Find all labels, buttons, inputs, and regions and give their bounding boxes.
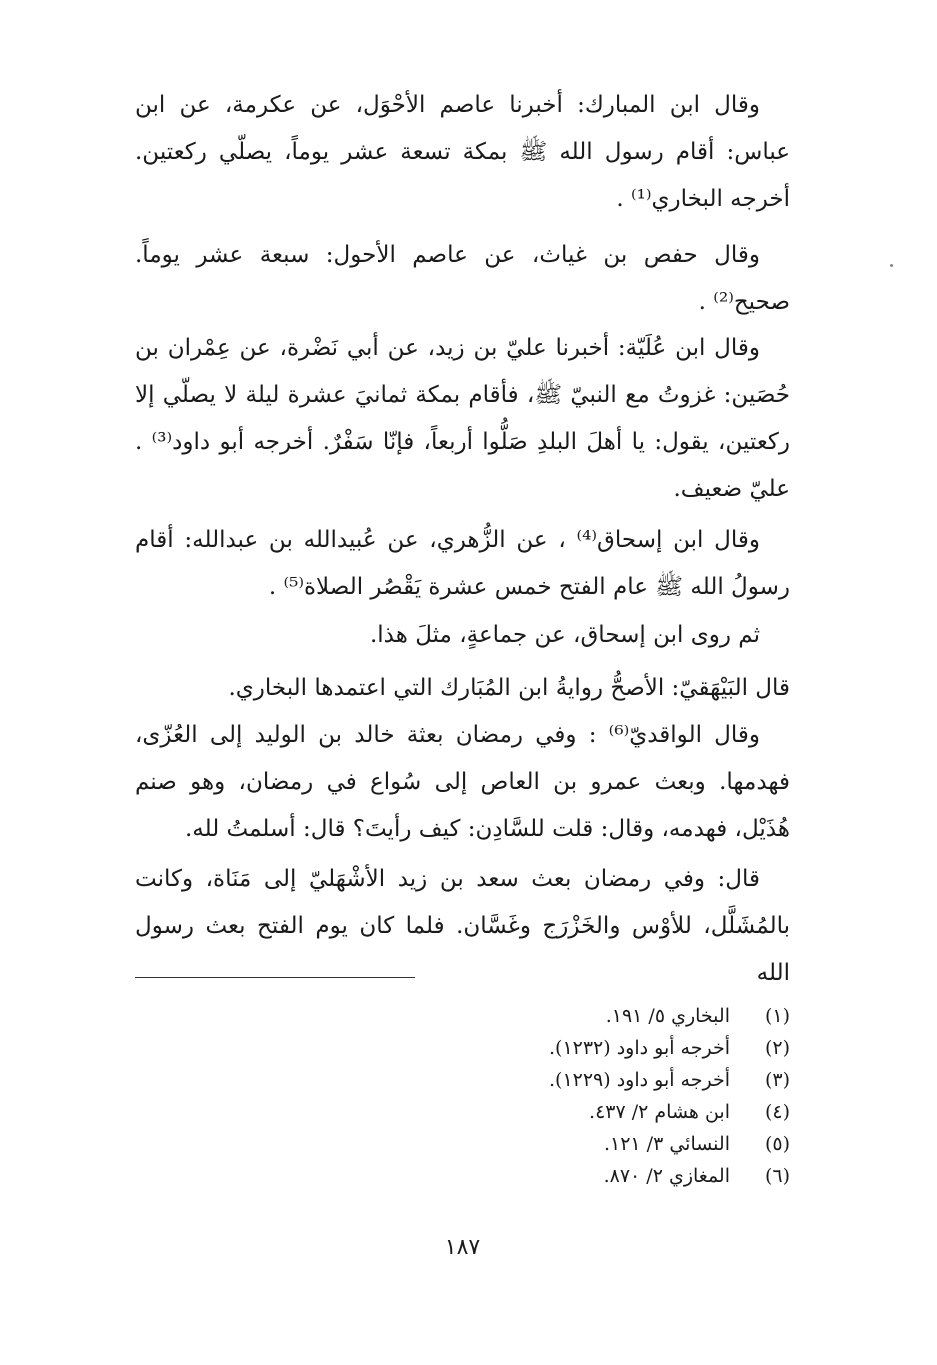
footnote-text: المغازي ٢/ ٨٧٠. bbox=[603, 1165, 730, 1187]
footnote-number: (٤) bbox=[764, 1101, 790, 1123]
paragraph-8: قال: وفي رمضان بعث سعد بن زيد الأشْهَليّ إلى مَنَاة، وكانت بالمُشَلَّل، للأوْس والخَزْرَج وغَسَّان. فلما كان يوم الفتح بعث رسول الله bbox=[135, 866, 790, 986]
footnote-divider bbox=[135, 977, 415, 978]
footnote-text: أخرجه أبو داود (١٢٣٢). bbox=[548, 1037, 730, 1059]
paragraph-3: وقال ابن عُلَيّة: أخبرنا عليّ بن زيد، عن أبي نَضْرة، عن عِمْران بن حُصَين: غزوتُ مع النبيّ ﷺ، فأقام بمكة ثمانيَ عشرة ليلة لا يصلّي إلا ركعتين، يقول: يا أهلَ البلدِ صَلُّوا أربعاً، فإنّا سَفْرٌ. أخرجه أبو داود⁽³⁾ . عليّ ضعيف. bbox=[135, 335, 790, 502]
footnote-number: (٦) bbox=[764, 1165, 790, 1187]
footnote-number: (١) bbox=[764, 1005, 790, 1027]
margin-dot bbox=[890, 264, 893, 267]
footnote-text: النسائي ٣/ ١٢١. bbox=[603, 1133, 730, 1155]
paragraph-2: وقال حفص بن غياث، عن عاصم الأحول: سبعة عشر يوماً. صحيح⁽²⁾ . bbox=[135, 242, 790, 315]
footnotes bbox=[390, 1000, 790, 1192]
footnote-text: أخرجه أبو داود (١٢٢٩). bbox=[548, 1069, 730, 1091]
footnote-4 bbox=[390, 1096, 790, 1128]
footnote-number: (٢) bbox=[764, 1037, 790, 1059]
footnote-6 bbox=[390, 1160, 790, 1192]
footnote-3 bbox=[390, 1064, 790, 1096]
footnote-text: ابن هشام ٢/ ٤٣٧. bbox=[589, 1101, 730, 1123]
paragraph-6: قال البَيْهَقيّ: الأصحُّ روايةُ ابن المُبَارك التي اعتمدها البخاري. bbox=[228, 675, 790, 701]
footnote-2 bbox=[390, 1032, 790, 1064]
footnote-5 bbox=[390, 1128, 790, 1160]
footnote-number: (٣) bbox=[764, 1069, 790, 1091]
paragraph-5: ثم روى ابن إسحاق، عن جماعةٍ، مثلَ هذا. bbox=[369, 622, 760, 648]
footnote-1 bbox=[390, 1000, 790, 1032]
paragraph-7: وقال الواقديّ⁽⁶⁾ : وفي رمضان بعثة خالد بن الوليد إلى العُزّى، فهدمها. وبعث عمرو بن العاص إلى سُواع في رمضان، وهو صنم هُذَيْل، فهدمه، وقال: قلت للسَّادِن: كيف رأيتَ؟ قال: أسلمتُ لله. bbox=[135, 722, 790, 842]
footnote-number: (٥) bbox=[764, 1133, 790, 1155]
footnote-text: البخاري ٥/ ١٩١. bbox=[605, 1005, 730, 1027]
page-number: ١٨٧ bbox=[444, 1235, 481, 1260]
paragraph-1: وقال ابن المبارك: أخبرنا عاصم الأحْوَل، عن عكرمة، عن ابن عباس: أقام رسول الله ﷺ بمكة تسعة عشر يوماً، يصلّي ركعتين. أخرجه البخاري⁽¹⁾ . bbox=[135, 92, 790, 212]
paragraph-4: وقال ابن إسحاق⁽⁴⁾ ، عن الزُّهري، عن عُبيدالله بن عبدالله: أقام رسولُ الله ﷺ عام الفتح خمس عشرة يَقْصُر الصلاة⁽⁵⁾ . bbox=[135, 527, 790, 600]
page-body bbox=[135, 82, 790, 1282]
